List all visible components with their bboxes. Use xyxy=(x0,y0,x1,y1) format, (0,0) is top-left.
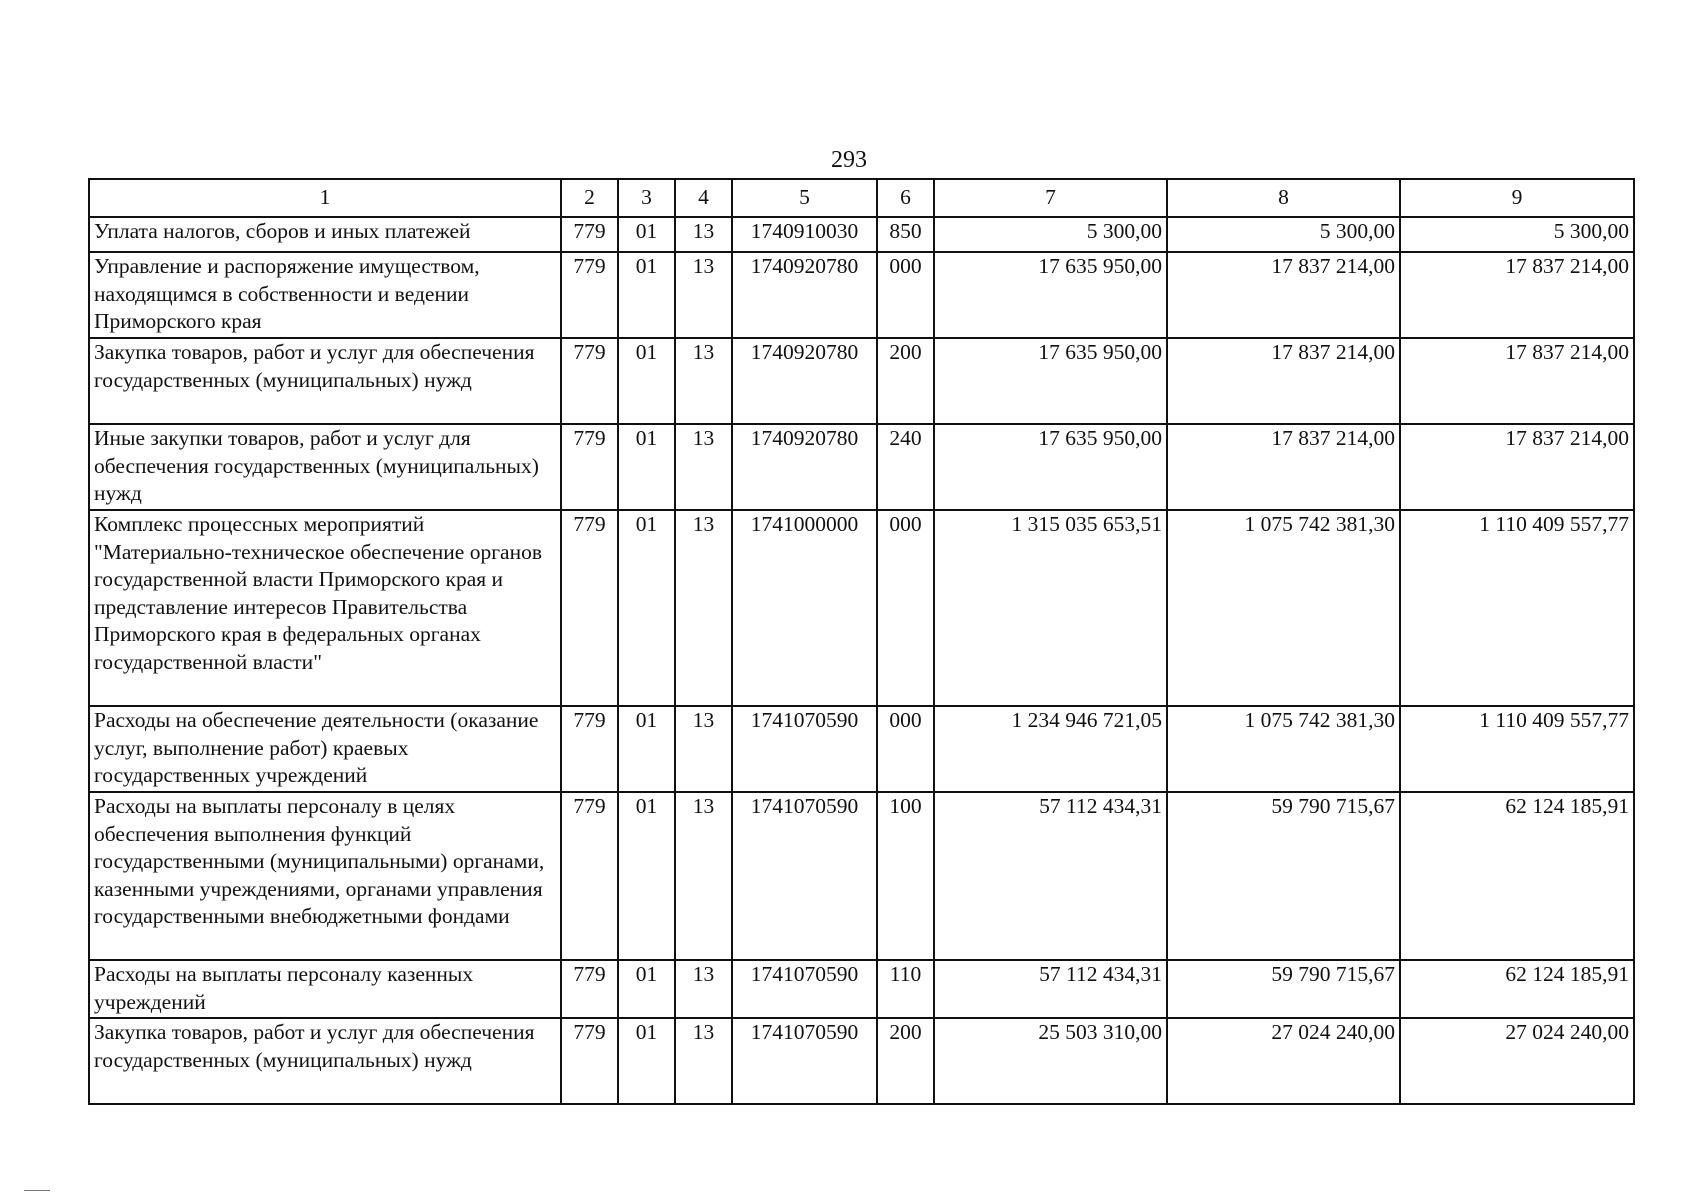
amount-col9: 27 024 240,00 xyxy=(1400,1018,1634,1104)
section-code: 01 xyxy=(618,424,675,510)
table-row xyxy=(89,424,1634,510)
amount-col8: 59 790 715,67 xyxy=(1167,960,1400,1018)
amount-col8: 17 837 214,00 xyxy=(1167,252,1400,338)
section-code: 01 xyxy=(618,706,675,792)
target-code: 1741070590 xyxy=(732,706,877,792)
amount-col9: 62 124 185,91 xyxy=(1400,792,1634,960)
ministry-code: 779 xyxy=(561,217,618,252)
table-row xyxy=(89,252,1634,338)
target-code: 1740920780 xyxy=(732,338,877,424)
table-row xyxy=(89,792,1634,960)
row-name: Расходы на обеспечение деятельности (оказание услуг, выполнение работ) краевых государственных учреждений xyxy=(89,706,561,792)
subsection-code: 13 xyxy=(675,252,732,338)
table-row xyxy=(89,1018,1634,1104)
expense-type-code: 000 xyxy=(877,252,934,338)
amount-col8: 27 024 240,00 xyxy=(1167,1018,1400,1104)
amount-col9: 1 110 409 557,77 xyxy=(1400,510,1634,706)
expense-type-code: 110 xyxy=(877,960,934,1018)
amount-col9: 5 300,00 xyxy=(1400,217,1634,252)
subsection-code: 13 xyxy=(675,792,732,960)
subsection-code: 13 xyxy=(675,960,732,1018)
ministry-code: 779 xyxy=(561,1018,618,1104)
target-code: 1741070590 xyxy=(732,960,877,1018)
expense-type-code: 000 xyxy=(877,706,934,792)
expense-type-code: 240 xyxy=(877,424,934,510)
target-code: 1740920780 xyxy=(732,424,877,510)
amount-col8: 1 075 742 381,30 xyxy=(1167,510,1400,706)
ministry-code: 779 xyxy=(561,424,618,510)
expense-type-code: 200 xyxy=(877,1018,934,1104)
section-code: 01 xyxy=(618,1018,675,1104)
section-code: 01 xyxy=(618,792,675,960)
target-code: 1741070590 xyxy=(732,1018,877,1104)
subsection-code: 13 xyxy=(675,1018,732,1104)
row-name: Закупка товаров, работ и услуг для обеспечения государственных (муниципальных) нужд xyxy=(89,1018,561,1104)
column-header: 9 xyxy=(1400,179,1634,217)
budget-table xyxy=(88,178,1635,1105)
amount-col8: 17 837 214,00 xyxy=(1167,338,1400,424)
expense-type-code: 850 xyxy=(877,217,934,252)
amount-col7: 1 315 035 653,51 xyxy=(934,510,1167,706)
amount-col7: 17 635 950,00 xyxy=(934,424,1167,510)
amount-col9: 17 837 214,00 xyxy=(1400,252,1634,338)
column-header: 2 xyxy=(561,179,618,217)
target-code: 1741000000 xyxy=(732,510,877,706)
ministry-code: 779 xyxy=(561,252,618,338)
page-number: 293 xyxy=(831,147,867,173)
amount-col8: 1 075 742 381,30 xyxy=(1167,706,1400,792)
table-row xyxy=(89,960,1634,1018)
row-name: Расходы на выплаты персоналу казенных учреждений xyxy=(89,960,561,1018)
row-name: Расходы на выплаты персоналу в целях обеспечения выполнения функций государственными (муниципальными) органами, казенными учреждениями, органами управления государственными внебюджетными фондами xyxy=(89,792,561,960)
amount-col7: 1 234 946 721,05 xyxy=(934,706,1167,792)
amount-col7: 57 112 434,31 xyxy=(934,792,1167,960)
table-row xyxy=(89,510,1634,706)
subsection-code: 13 xyxy=(675,510,732,706)
amount-col7: 17 635 950,00 xyxy=(934,338,1167,424)
column-header: 7 xyxy=(934,179,1167,217)
amount-col7: 17 635 950,00 xyxy=(934,252,1167,338)
subsection-code: 13 xyxy=(675,217,732,252)
section-code: 01 xyxy=(618,252,675,338)
amount-col8: 17 837 214,00 xyxy=(1167,424,1400,510)
scan-mark xyxy=(24,1190,50,1191)
section-code: 01 xyxy=(618,338,675,424)
amount-col7: 57 112 434,31 xyxy=(934,960,1167,1018)
row-name: Комплекс процессных мероприятий "Материально-техническое обеспечение органов государственной власти Приморского края и представление интересов Правительства Приморского края в федеральных органах государственной власти" xyxy=(89,510,561,706)
ministry-code: 779 xyxy=(561,960,618,1018)
ministry-code: 779 xyxy=(561,792,618,960)
amount-col9: 62 124 185,91 xyxy=(1400,960,1634,1018)
column-header: 3 xyxy=(618,179,675,217)
section-code: 01 xyxy=(618,217,675,252)
amount-col9: 17 837 214,00 xyxy=(1400,338,1634,424)
ministry-code: 779 xyxy=(561,510,618,706)
subsection-code: 13 xyxy=(675,338,732,424)
target-code: 1740920780 xyxy=(732,252,877,338)
row-name: Управление и распоряжение имуществом, находящимся в собственности и ведении Приморского края xyxy=(89,252,561,338)
subsection-code: 13 xyxy=(675,424,732,510)
target-code: 1741070590 xyxy=(732,792,877,960)
expense-type-code: 200 xyxy=(877,338,934,424)
ministry-code: 779 xyxy=(561,706,618,792)
section-code: 01 xyxy=(618,960,675,1018)
column-header: 6 xyxy=(877,179,934,217)
table-row xyxy=(89,338,1634,424)
amount-col8: 59 790 715,67 xyxy=(1167,792,1400,960)
amount-col9: 17 837 214,00 xyxy=(1400,424,1634,510)
subsection-code: 13 xyxy=(675,706,732,792)
amount-col7: 5 300,00 xyxy=(934,217,1167,252)
header-row xyxy=(89,179,1634,217)
row-name: Иные закупки товаров, работ и услуг для обеспечения государственных (муниципальных) нужд xyxy=(89,424,561,510)
column-header: 1 xyxy=(89,179,561,217)
column-header: 5 xyxy=(732,179,877,217)
column-header: 4 xyxy=(675,179,732,217)
expense-type-code: 100 xyxy=(877,792,934,960)
amount-col9: 1 110 409 557,77 xyxy=(1400,706,1634,792)
target-code: 1740910030 xyxy=(732,217,877,252)
ministry-code: 779 xyxy=(561,338,618,424)
amount-col8: 5 300,00 xyxy=(1167,217,1400,252)
row-name: Уплата налогов, сборов и иных платежей xyxy=(89,217,561,252)
section-code: 01 xyxy=(618,510,675,706)
row-name: Закупка товаров, работ и услуг для обеспечения государственных (муниципальных) нужд xyxy=(89,338,561,424)
table-row xyxy=(89,706,1634,792)
column-header: 8 xyxy=(1167,179,1400,217)
table-row xyxy=(89,217,1634,252)
amount-col7: 25 503 310,00 xyxy=(934,1018,1167,1104)
expense-type-code: 000 xyxy=(877,510,934,706)
